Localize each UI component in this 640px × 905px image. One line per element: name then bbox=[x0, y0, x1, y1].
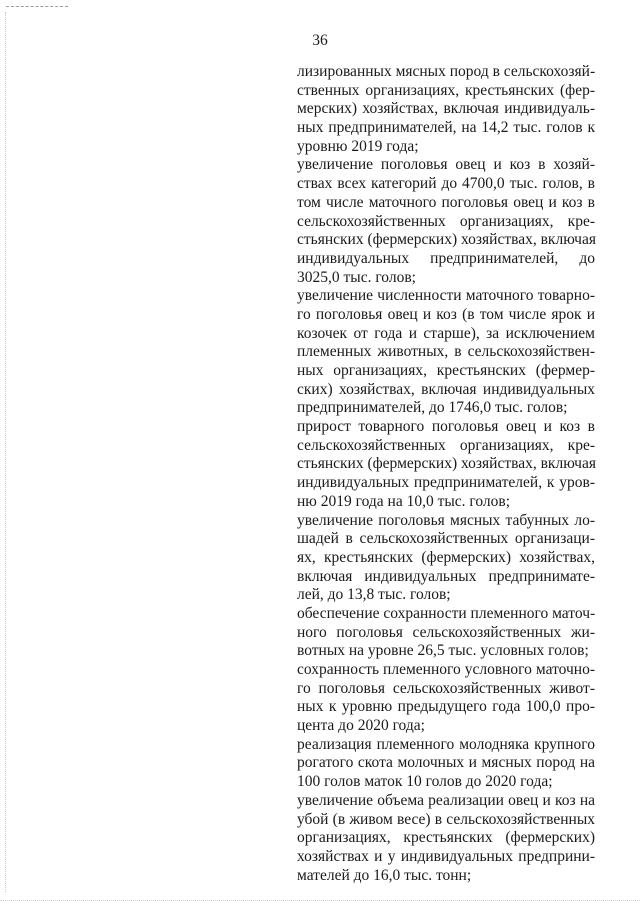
text-line: увеличение численности маточного товарно- bbox=[297, 287, 595, 305]
text-line: 3025,0 тыс. голов; bbox=[297, 268, 416, 286]
text-line: уровню 2019 года; bbox=[297, 137, 419, 155]
text-line: вотных на уровне 26,5 тыс. условных голов; bbox=[297, 642, 589, 660]
text-line: лей, до 13,8 тыс. голов; bbox=[297, 586, 451, 604]
text-line: козочек от года и старше), за исключением bbox=[297, 324, 595, 342]
text-line: увеличение поголовья овец и коз в хозяй- bbox=[297, 156, 595, 174]
text-line: прирост товарного поголовья овец и коз в bbox=[297, 418, 595, 436]
text-line: ных организациях, крестьянских (фермер- bbox=[297, 362, 595, 379]
text-line: сельскохозяйственных организациях, кре- bbox=[297, 436, 595, 454]
text-line: ствах всех категорий до 4700,0 тыс. голов, в bbox=[297, 175, 595, 193]
text-line: сохранность племенного условного маточно- bbox=[297, 661, 595, 678]
text-line: цента до 2020 года; bbox=[297, 717, 425, 735]
page-number: 36 bbox=[312, 32, 328, 49]
text-line: го поголовья овец и коз (в том числе ярок и bbox=[297, 305, 595, 323]
text-line: ню 2019 года на 10,0 тыс. голов; bbox=[297, 492, 511, 510]
text-line: организациях, крестьянских (фермерских) bbox=[297, 829, 595, 847]
text-line: го поголовья сельскохозяйственных живот- bbox=[297, 679, 595, 697]
text-line: убой (в живом весе) в сельскохозяйственных bbox=[297, 810, 595, 828]
scan-top-rule bbox=[6, 6, 68, 7]
document-body bbox=[297, 63, 595, 885]
scan-bottom-edge bbox=[0, 900, 640, 901]
text-line: ных к уровню предыдущего года 100,0 про- bbox=[297, 698, 595, 716]
text-line: ного поголовья сельскохозяйственных жи- bbox=[297, 623, 595, 641]
text-line: племенных животных, в сельскохозяйствен- bbox=[297, 343, 595, 361]
text-line: рогатого скота молочных и мясных пород на bbox=[297, 754, 595, 772]
text-line: мерских) хозяйствах, включая индивидуаль- bbox=[297, 100, 595, 118]
text-line: 100 голов маток 10 голов до 2020 года; bbox=[297, 773, 553, 791]
text-line: хозяйствах и у индивидуальных предприни- bbox=[297, 847, 595, 865]
text-line: индивидуальных предпринимателей, к уров- bbox=[297, 474, 595, 492]
text-line: ственных организациях, крестьянских (фер- bbox=[297, 81, 595, 99]
text-line: ях, крестьянских (фермерских) хозяйствах, bbox=[297, 548, 595, 566]
text-line: сельскохозяйственных организациях, кре- bbox=[297, 212, 595, 230]
text-line: ных предпринимателей, на 14,2 тыс. голов к bbox=[297, 119, 595, 137]
text-line: шадей в сельскохозяйственных организаци- bbox=[297, 530, 595, 548]
text-line: обеспечение сохранности племенного маточ- bbox=[297, 604, 596, 622]
text-line: стьянских (фермерских) хозяйствах, включая bbox=[297, 455, 596, 473]
text-line: лизированных мясных пород в сельскохозяй- bbox=[297, 63, 596, 80]
text-line: стьянских (фермерских) хозяйствах, включая bbox=[297, 231, 596, 249]
text-line: том числе маточного поголовья овец и коз в bbox=[297, 193, 595, 211]
text-line: увеличение поголовья мясных табунных ло- bbox=[297, 511, 595, 529]
text-line: предпринимателей, до 1746,0 тыс. голов; bbox=[297, 399, 568, 417]
text-line: включая индивидуальных предпринимате- bbox=[297, 567, 595, 585]
text-line: ских) хозяйствах, включая индивидуальных bbox=[297, 380, 595, 398]
text-line: индивидуальных предпринимателей, до bbox=[297, 249, 595, 267]
scan-left-edge bbox=[5, 12, 6, 892]
text-line: реализация племенного молодняка крупного bbox=[297, 735, 595, 753]
text-line: мателей до 16,0 тыс. тонн; bbox=[297, 866, 472, 884]
text-line: увеличение объема реализации овец и коз на bbox=[297, 791, 595, 809]
